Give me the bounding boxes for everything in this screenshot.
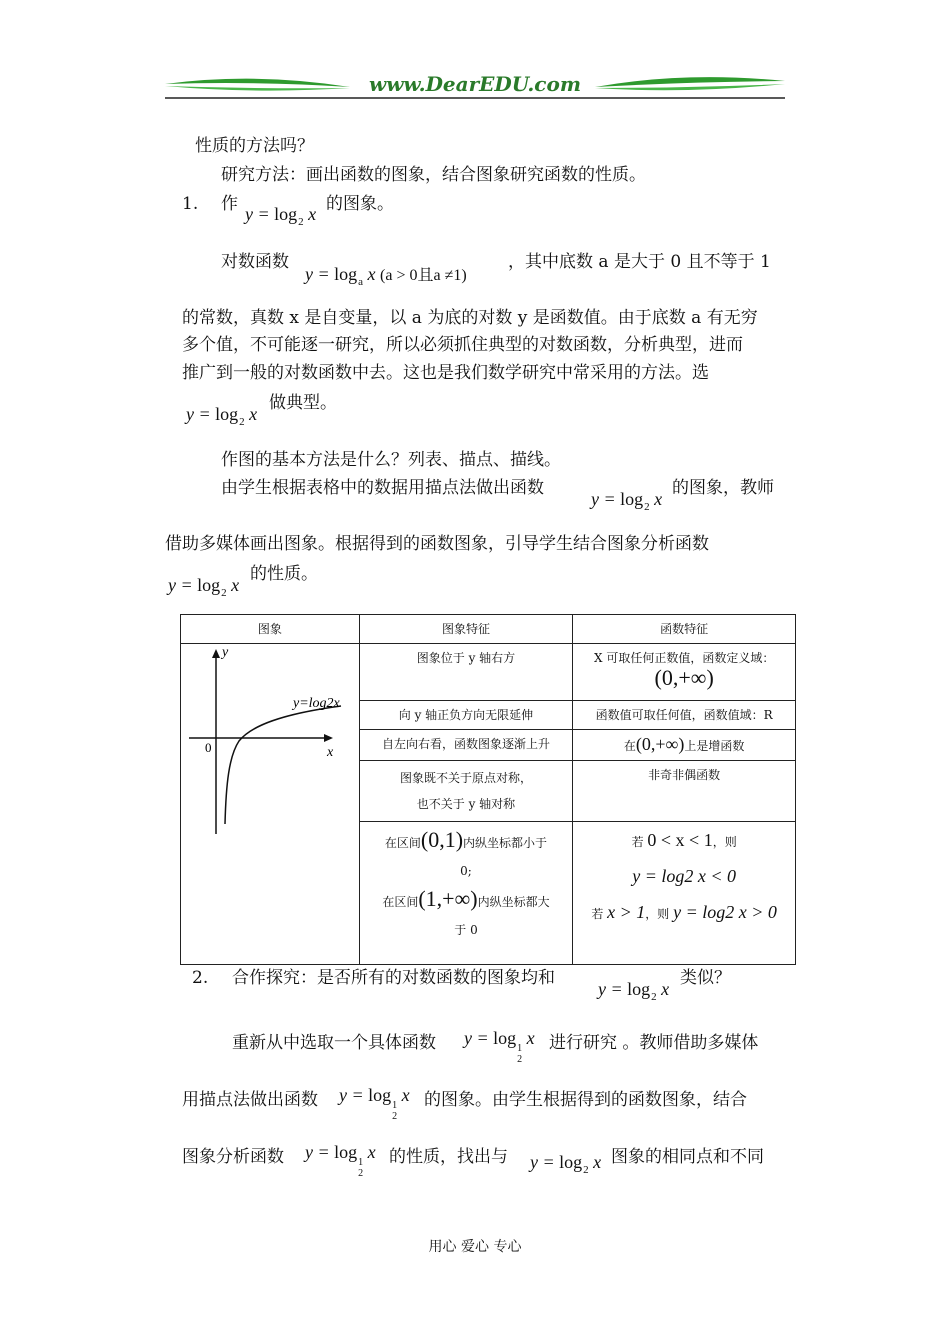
formula: $y = \log_2 x$ — [186, 404, 258, 428]
list-number: 2. — [192, 968, 209, 988]
cell-line: 若 0 < x < 1，则 — [631, 830, 737, 850]
cell-text: 图象既不关于原点对称， — [399, 771, 532, 785]
origin-label: 0 — [205, 740, 212, 755]
text-line: 的性质，找出与 — [389, 1147, 508, 1167]
formula: $y = \log_2 x$ — [245, 204, 317, 228]
formula: y = log 1 2 x — [339, 1085, 410, 1122]
log-curve — [225, 706, 341, 824]
text-line: 借助多媒体画出图象。根据得到的函数图象，引导学生结合图象分析函数 — [165, 534, 709, 554]
text-line: 推广到一般的对数函数中去。这也是我们数学研究中常采用的方法。选 — [182, 363, 709, 383]
curve-label: y=log2x — [293, 696, 340, 711]
table-header-cell: 图象特征 — [359, 615, 573, 644]
formula: $y = \log_2 x$ — [530, 1152, 602, 1176]
x-axis-label: x — [327, 745, 334, 760]
cell-text: 上是增函数 — [684, 739, 745, 753]
page-footer: 用心 爱心 专心 — [428, 1239, 522, 1255]
text-line: 图象分析函数 — [182, 1147, 284, 1167]
text-line: 的图象，教师 — [672, 478, 774, 498]
log-graph — [181, 644, 360, 959]
cell-line: 若 x > 1，则 y = log2 x > 0 — [591, 902, 777, 922]
y-axis-arrow — [212, 649, 220, 658]
cell-line: y = log2 x < 0 — [632, 866, 737, 886]
table-header-row — [181, 615, 796, 644]
table-cell — [359, 761, 573, 822]
table-cell: 向 y 轴正负方向无限延伸 — [359, 701, 573, 730]
text-line: 作 — [221, 194, 238, 214]
cell-text: 在 — [623, 739, 636, 753]
cell-line: 在区间(1,+∞)内纵坐标都大 — [382, 886, 550, 911]
text-line: 图象的相同点和不同 — [611, 1147, 764, 1167]
text-line: 类似？ — [680, 968, 731, 988]
text-line: 对数函数 — [221, 252, 289, 272]
text-line: 的常数，真数 x 是自变量，以 a 为底的对数 y 是函数值。由于底数 a 有无穷 — [182, 308, 758, 328]
table-cell: 自左向右看，函数图象逐渐上升 — [359, 730, 573, 761]
text-line: 研究方法：画出函数的图象，结合图象研究函数的性质。 — [221, 165, 646, 185]
text-line: 的图象。 — [326, 194, 394, 214]
properties-table — [180, 614, 796, 965]
cell-text: 也不关于 y 轴对称 — [416, 797, 516, 811]
table-cell — [573, 730, 796, 761]
cell-math: (0,+∞) — [654, 665, 714, 690]
cell-line: 在区间(0,1)内纵坐标都小于 — [384, 827, 548, 852]
formula: $y = \log_2 x$ — [591, 489, 663, 513]
site-logo-text: www.DearEDU.com — [368, 72, 581, 96]
text-line: 用描点法做出函数 — [182, 1090, 318, 1110]
formula: $y = \log_2 x$ — [168, 575, 240, 599]
text-line: 由学生根据表格中的数据用描点法做出函数 — [221, 478, 544, 498]
cell-line: 0; — [460, 864, 472, 878]
text-line: 多个值，不可能逐一研究，所以必须抓住典型的对数函数，分析典型，进而 — [182, 335, 743, 355]
text-line: 进行研究 。教师借助多媒体 — [549, 1033, 759, 1053]
table-cell — [573, 822, 796, 965]
list-number: 1. — [182, 194, 199, 214]
cell-text: X 可取任何正数值，函数定义域： — [593, 651, 775, 665]
table-cell — [359, 822, 573, 965]
header-banner — [165, 70, 785, 102]
formula: y = log 1 2 x — [464, 1028, 535, 1065]
table-header-cell: 函数特征 — [573, 615, 796, 644]
text-line: 作图的基本方法是什么？列表、描点、描线。 — [221, 450, 561, 470]
table-header-cell: 图象 — [181, 615, 360, 644]
text-line: 的图象。由学生根据得到的函数图象，结合 — [424, 1090, 747, 1110]
graph-cell — [181, 644, 360, 965]
text-line: 的性质。 — [250, 564, 318, 584]
text-line: 做典型。 — [269, 393, 337, 413]
table-cell: 函数值可取任何值，函数值域：R — [573, 701, 796, 730]
y-axis-label: y — [222, 645, 229, 660]
cell-math: (0,+∞) — [635, 734, 685, 754]
table-cell: 图象位于 y 轴右方 — [359, 644, 573, 701]
x-axis-arrow — [324, 734, 333, 742]
text-line: ，其中底数 a 是大于 0 且不等于 1 — [508, 252, 771, 272]
formula: y = log 1 2 x — [305, 1142, 376, 1179]
text-line: 合作探究：是否所有的对数函数的图象均和 — [232, 968, 555, 988]
table-cell — [573, 644, 796, 701]
text-line: 重新从中选取一个具体函数 — [232, 1033, 436, 1053]
table-row — [181, 644, 796, 701]
formula: $y = \log_2 x$ — [598, 979, 670, 1003]
text-line: 性质的方法吗？ — [195, 136, 314, 156]
cell-line: 于 0 — [454, 923, 478, 937]
table-cell: 非奇非偶函数 — [573, 761, 796, 822]
formula: $y = \log_a x$ (a > 0且a ≠1) — [305, 264, 467, 288]
